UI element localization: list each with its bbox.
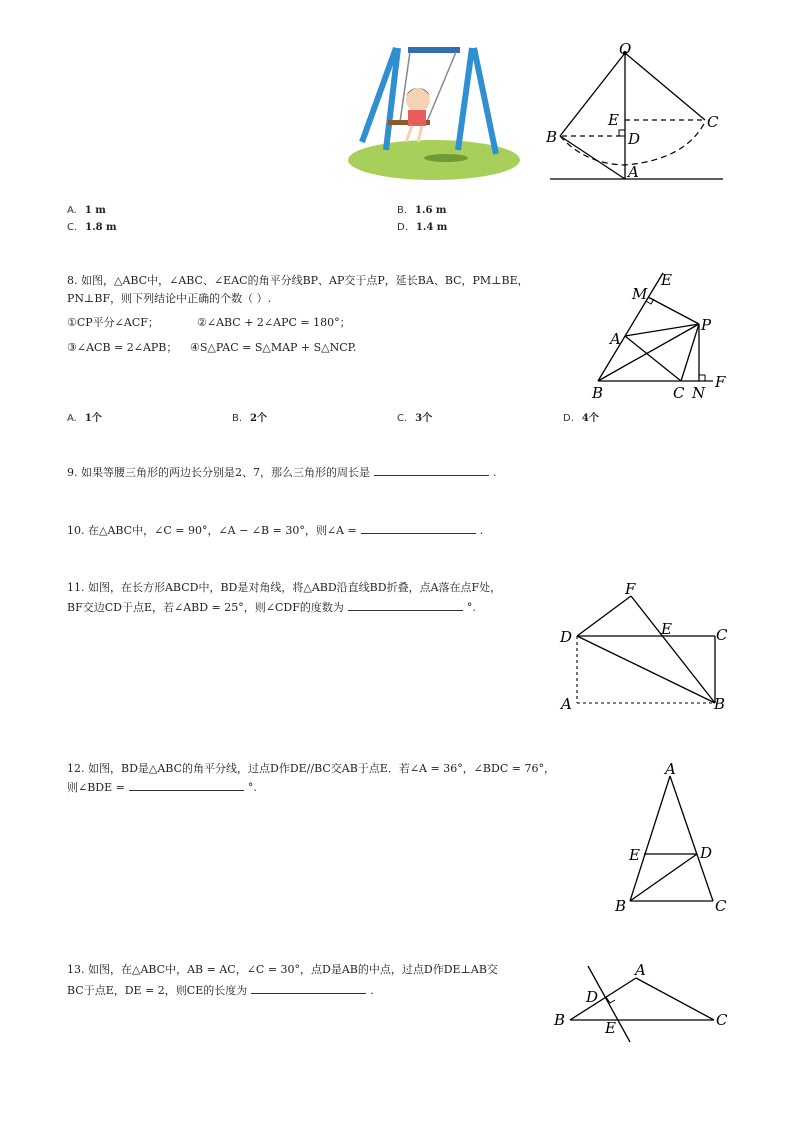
q10-text: 10. 在△ABC中，∠C = 90°，∠A − ∠B = 30°，则∠A = bbox=[67, 524, 357, 537]
q7-option-a[interactable] bbox=[67, 203, 106, 219]
label-B: B bbox=[592, 384, 604, 402]
label-B: B bbox=[714, 695, 726, 713]
label-B: B bbox=[554, 1011, 566, 1029]
option-value: 1.6 m bbox=[415, 205, 447, 216]
label-E: E bbox=[605, 1019, 616, 1037]
q8-option-a[interactable] bbox=[67, 411, 102, 427]
label-E: E bbox=[629, 846, 640, 864]
q11-stem-line2 bbox=[67, 599, 476, 616]
label-A: A bbox=[628, 163, 639, 181]
q13-end: . bbox=[370, 984, 374, 997]
label-F: F bbox=[625, 580, 636, 598]
option-value: 4个 bbox=[581, 413, 599, 424]
label-A: A bbox=[610, 330, 621, 348]
option-key: B. bbox=[397, 205, 408, 216]
label-E: E bbox=[608, 111, 619, 129]
label-O: O bbox=[619, 40, 632, 58]
label-C: C bbox=[673, 384, 685, 402]
label-A: A bbox=[665, 760, 676, 778]
q11-stem-line1: 11. 如图，在长方形ABCD中，BD是对角线，将△ABD沿直线BD折叠，点A落在点F处， bbox=[67, 581, 502, 594]
q8-statement-4: ④S△PAC = S△MAP + S△NCP. bbox=[190, 341, 357, 354]
q9-text: 9. 如果等腰三角形的两边长分别是2、7，那么三角形的周长是 bbox=[67, 466, 370, 479]
option-value: 2个 bbox=[250, 413, 268, 424]
q13-answer-blank[interactable] bbox=[251, 982, 366, 994]
option-value: 1 m bbox=[84, 205, 106, 216]
label-B: B bbox=[615, 897, 627, 915]
label-C: C bbox=[716, 1011, 728, 1029]
option-value: 3个 bbox=[415, 413, 433, 424]
q8-statement-1: ①CP平分∠ACF； bbox=[67, 316, 159, 329]
q11-answer-blank[interactable] bbox=[348, 599, 463, 611]
q7-option-d[interactable] bbox=[397, 220, 447, 236]
q12-stem-line1: 12. 如图，BD是△ABC的角平分线，过点D作DE//BC交AB于点E．若∠A = 36°，∠BDC = 76°， bbox=[67, 762, 555, 775]
label-C: C bbox=[716, 626, 728, 644]
q11-end: °. bbox=[466, 601, 476, 614]
option-key: A. bbox=[67, 205, 77, 216]
label-D: D bbox=[586, 988, 599, 1006]
label-M: M bbox=[632, 285, 648, 303]
label-D: D bbox=[560, 628, 573, 646]
q8-stem-line2: PN⊥BF，则下列结论中正确的个数（ ）. bbox=[67, 292, 272, 305]
swing-illustration bbox=[348, 42, 523, 182]
q7-option-c[interactable] bbox=[67, 220, 117, 236]
q8-option-d[interactable] bbox=[563, 411, 599, 427]
q13-figure bbox=[552, 958, 732, 1048]
label-D: D bbox=[628, 130, 641, 148]
label-C: C bbox=[715, 897, 727, 915]
label-A: A bbox=[635, 961, 646, 979]
q12-figure bbox=[612, 758, 737, 918]
option-value: 1.4 m bbox=[415, 222, 448, 233]
q9-answer-blank[interactable] bbox=[374, 464, 489, 476]
label-C: C bbox=[707, 113, 719, 131]
q12-end: °. bbox=[247, 781, 257, 794]
q8-stem-line1: 8. 如图，△ABC中，∠ABC、∠EAC的角平分线BP、AP交于点P，延长BA、BC，PM⊥BE， bbox=[67, 274, 529, 287]
option-key: A. bbox=[67, 413, 77, 424]
option-key: C. bbox=[397, 413, 408, 424]
q12-answer-blank[interactable] bbox=[129, 779, 244, 791]
option-value: 1.8 m bbox=[85, 222, 117, 233]
label-E: E bbox=[661, 620, 672, 638]
q11-figure bbox=[556, 578, 731, 716]
label-F: F bbox=[715, 373, 726, 391]
label-E: E bbox=[661, 271, 672, 289]
q12-stem-line2 bbox=[67, 779, 257, 796]
q7-figure bbox=[545, 40, 725, 185]
q8-statement-3: ③∠ACB = 2∠APB； bbox=[67, 341, 178, 354]
label-D: D bbox=[700, 844, 713, 862]
q8-statement-2: ②∠ABC + 2∠APC = 180°； bbox=[197, 316, 351, 329]
q8-option-b[interactable] bbox=[232, 411, 267, 427]
label-N: N bbox=[692, 384, 706, 402]
q10-question bbox=[67, 522, 483, 539]
option-value: 1个 bbox=[84, 413, 102, 424]
option-key: D. bbox=[397, 222, 408, 233]
q8-figure bbox=[588, 266, 733, 406]
q10-answer-blank[interactable] bbox=[361, 522, 476, 534]
q7-option-b[interactable] bbox=[397, 203, 447, 219]
q12-text: 则∠BDE = bbox=[67, 781, 125, 794]
option-key: D. bbox=[563, 413, 574, 424]
q8-option-c[interactable] bbox=[397, 411, 432, 427]
q13-stem-line1: 13. 如图，在△ABC中，AB = AC，∠C = 30°，点D是AB的中点，过点D作DE⊥AB交 bbox=[67, 963, 498, 976]
label-B: B bbox=[546, 128, 558, 146]
q13-text: BC于点E，DE = 2，则CE的长度为 bbox=[67, 984, 248, 997]
q9-question bbox=[67, 464, 497, 481]
q13-stem-line2 bbox=[67, 982, 374, 999]
q11-text: BF交边CD于点E，若∠ABD = 25°，则∠CDF的度数为 bbox=[67, 601, 344, 614]
q10-end: . bbox=[479, 524, 484, 537]
label-A: A bbox=[561, 695, 572, 713]
option-key: C. bbox=[67, 222, 78, 233]
label-P: P bbox=[701, 316, 712, 334]
option-key: B. bbox=[232, 413, 243, 424]
q9-end: . bbox=[493, 466, 497, 479]
